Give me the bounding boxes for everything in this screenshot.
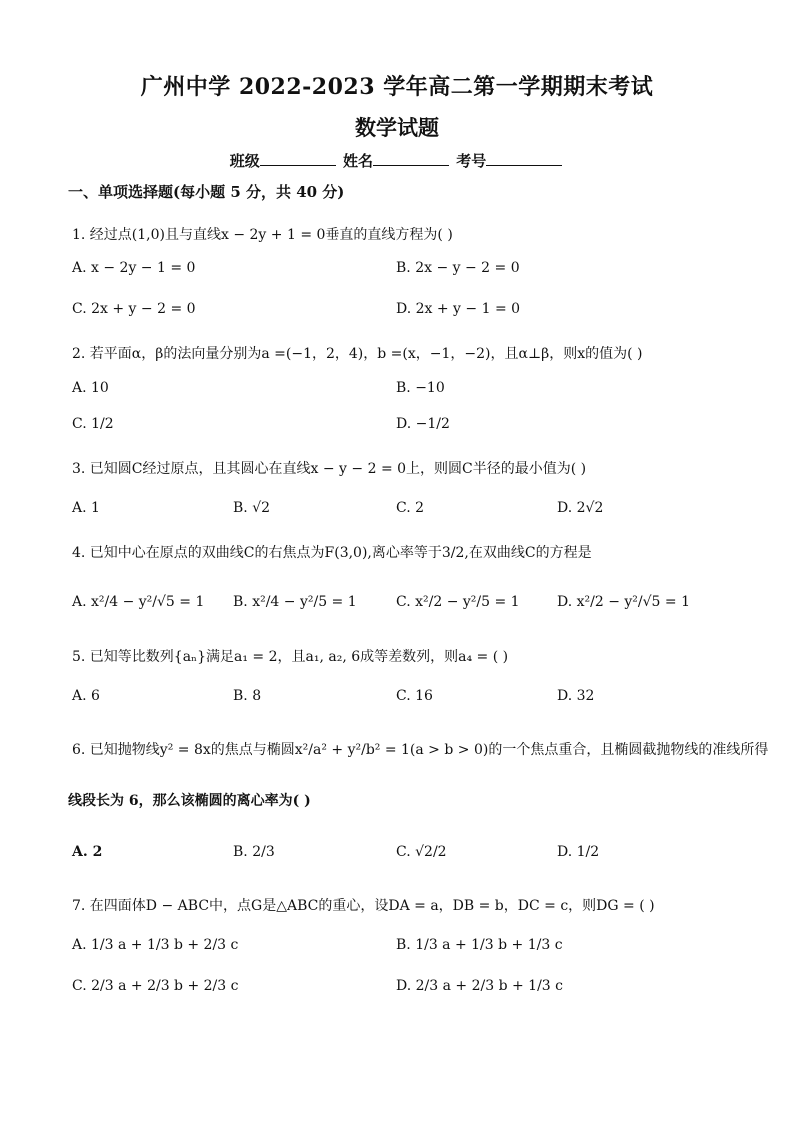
- class-blank[interactable]: [260, 151, 336, 166]
- question-6-option-a: A. 2: [72, 844, 103, 860]
- question-1-stem: 1. 经过点(1,0)且与直线x − 2y + 1 = 0垂直的直线方程为( ): [72, 227, 453, 243]
- question-7-option-c: C. 2/3 a + 2/3 b + 2/3 c: [72, 978, 239, 994]
- question-2-option-d: D. −1/2: [396, 416, 450, 432]
- question-2-stem: 2. 若平面α，β的法向量分别为a =(−1，2，4)，b =(x，−1，−2)，且α⊥β，则x的值为( ): [72, 346, 643, 362]
- question-5-option-b: B. 8: [233, 688, 262, 704]
- question-3-option-c: C. 2: [396, 500, 425, 516]
- question-6-option-b: B. 2/3: [233, 844, 275, 860]
- question-3-option-a: A. 1: [72, 500, 100, 516]
- question-4-option-c: C. x²/2 − y²/5 = 1: [396, 594, 520, 610]
- exam-number-blank[interactable]: [486, 151, 562, 166]
- question-5-option-d: D. 32: [557, 688, 595, 704]
- question-7-option-a: A. 1/3 a + 1/3 b + 2/3 c: [72, 937, 239, 953]
- exam-subtitle: 数学试题: [355, 115, 439, 140]
- question-6-option-c: C. √2/2: [396, 844, 447, 860]
- question-5-option-a: A. 6: [72, 688, 100, 704]
- question-5-option-c: C. 16: [396, 688, 433, 704]
- question-7-stem: 7. 在四面体D − ABC中，点G是△ABC的重心，设DA = a，DB = b，DC = c，则DG = ( ): [72, 898, 655, 914]
- name-blank[interactable]: [373, 151, 449, 166]
- question-7-option-d: D. 2/3 a + 2/3 b + 1/3 c: [396, 978, 563, 994]
- question-4-option-a: A. x²/4 − y²/√5 = 1: [72, 594, 205, 610]
- question-6-stem-continued: 线段长为 6，那么该椭圆的离心率为( ): [68, 793, 311, 809]
- question-2-option-c: C. 1/2: [72, 416, 114, 432]
- question-4-stem: 4. 已知中心在原点的双曲线C的右焦点为F(3,0),离心率等于3/2,在双曲线C的方程是: [72, 545, 592, 561]
- question-1-option-d: D. 2x + y − 1 = 0: [396, 301, 521, 317]
- question-4-option-b: B. x²/4 − y²/5 = 1: [233, 594, 357, 610]
- question-5-stem: 5. 已知等比数列{aₙ}满足a₁ = 2，且a₁, a₂, 6成等差数列，则a₄ = ( ): [72, 649, 509, 665]
- student-info-line: [0, 150, 794, 171]
- exam-title: 广州中学 2022-2023 学年高二第一学期期末考试: [140, 74, 654, 100]
- question-3-stem: 3. 已知圆C经过原点，且其圆心在直线x − y − 2 = 0上，则圆C半径的最小值为( ): [72, 461, 587, 477]
- question-7-option-b: B. 1/3 a + 1/3 b + 1/3 c: [396, 937, 563, 953]
- class-label: 班级: [229, 152, 260, 170]
- question-1-option-c: C. 2x + y − 2 = 0: [72, 301, 196, 317]
- question-6-stem: 6. 已知抛物线y² = 8x的焦点与椭圆x²/a² + y²/b² = 1(a > b > 0)的一个焦点重合，且椭圆截抛物线的准线所得: [72, 742, 769, 758]
- question-6-option-d: D. 1/2: [557, 844, 600, 860]
- question-3-option-d: D. 2√2: [557, 500, 604, 516]
- section-heading: 一、单项选择题(每小题 5 分，共 40 分): [68, 183, 345, 201]
- question-2-option-b: B. −10: [396, 380, 445, 396]
- exam-number-label: 考号: [456, 152, 487, 170]
- question-1-option-b: B. 2x − y − 2 = 0: [396, 260, 520, 276]
- question-4-option-d: D. x²/2 − y²/√5 = 1: [557, 594, 690, 610]
- question-1-option-a: A. x − 2y − 1 = 0: [72, 260, 196, 276]
- question-3-option-b: B. √2: [233, 500, 271, 516]
- question-2-option-a: A. 10: [72, 380, 109, 396]
- name-label: 姓名: [342, 152, 373, 170]
